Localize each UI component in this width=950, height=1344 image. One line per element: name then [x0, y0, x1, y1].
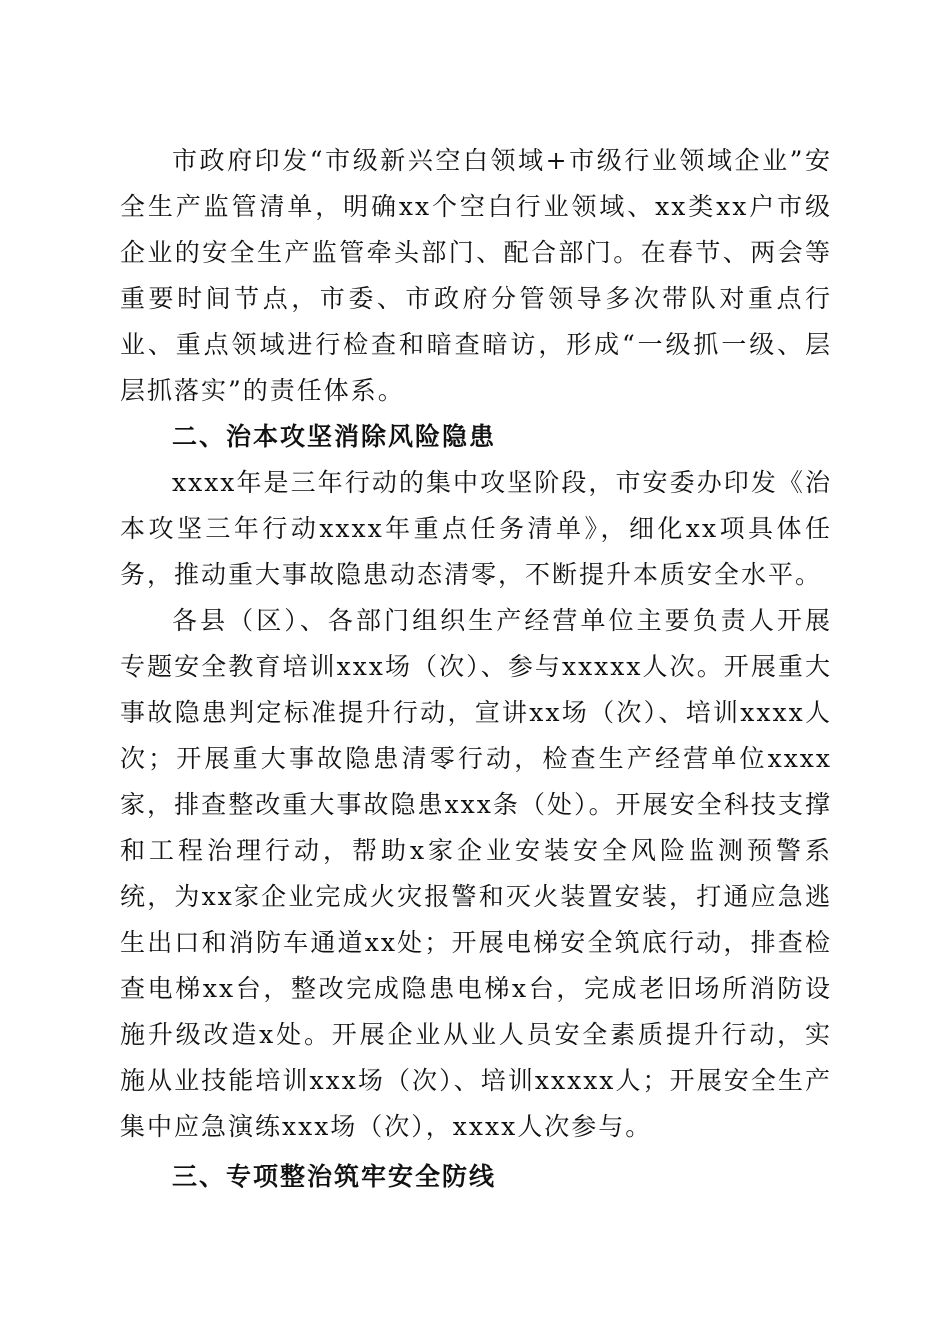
paragraph-three-year-action: xxxx年是三年行动的集中攻坚阶段，市安委办印发《治本攻坚三年行动xxxx年重点任务清单》，细化xx项具体任务，推动重大事故隐患动态清零，不断提升本质安全水平。 — [120, 468, 832, 589]
paragraph-responsibility-system: 市政府印发“市级新兴空白领域+市级行业领域企业”安全生产监管清单，明确xx个空白行业领域、xx类xx户市级企业的安全生产监管牵头部门、配合部门。在春节、两会等重要时间节点，市委、市政府分管领导多次带队对重点行业、重点领域进行检查和暗查暗访，形成“一级抓一级、层层抓落实”的责任体系。 — [120, 146, 832, 405]
section-heading-3: 三、专项整治筑牢安全防线 — [172, 1162, 497, 1191]
section-heading-2: 二、治本攻坚消除风险隐患 — [172, 422, 497, 451]
document-body — [120, 138, 832, 1200]
paragraph-county-departments: 各县（区）、各部门组织生产经营单位主要负责人开展专题安全教育培训xxx场（次）、参与xxxxx人次。开展重大事故隐患判定标准提升行动，宣讲xx场（次）、培训xxxx人次；开展重大事故隐患清零行动，检查生产经营单位xxxx家，排查整改重大事故隐患xxx条（处）。开展安全科技支撑和工程治理行动，帮助x家企业安装安全风险监测预警系统，为xx家企业完成火灾报警和灭火装置安装，打通应急逃生出口和消防车通道xx处；开展电梯安全筑底行动，排查检查电梯xx台，整改完成隐患电梯x台，完成老旧场所消防设施升级改造x处。开展企业从业人员安全素质提升行动，实施从业技能培训xxx场（次）、培训xxxxx人；开展安全生产集中应急演练xxx场（次），xxxx人次参与。 — [120, 606, 832, 1141]
